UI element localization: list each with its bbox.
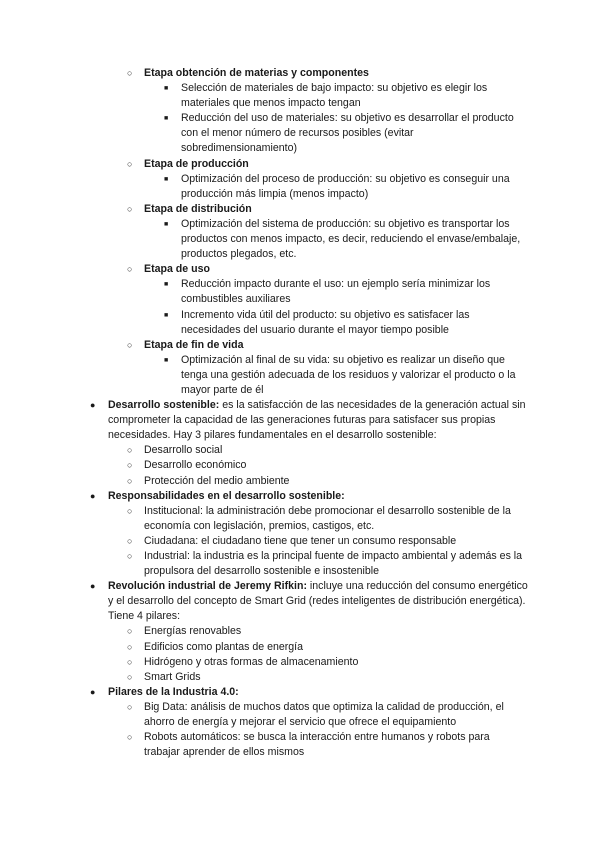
list-item-body: Smart Grids <box>144 670 201 683</box>
list-item-heading: Etapa obtención de materias y componentes <box>144 67 369 79</box>
list-item-text <box>144 534 528 549</box>
list-item-text <box>144 549 528 579</box>
list-item <box>0 66 600 81</box>
list-item-heading: Etapa de distribución <box>144 202 252 215</box>
list-item <box>0 458 600 473</box>
list-item <box>0 338 600 353</box>
bullet-icon: ■ <box>164 220 169 228</box>
list-item-body: Optimización del proceso de producción: su objetivo es conseguir una producción más limpia (menos impacto) <box>181 172 510 200</box>
list-item-heading: Etapa de uso <box>144 263 210 276</box>
list-item-text <box>181 308 527 338</box>
bullet-icon: ○ <box>127 626 133 637</box>
list-item <box>0 624 600 639</box>
document-page <box>0 66 600 760</box>
list-item <box>0 504 600 534</box>
list-item-heading: Desarrollo sostenible: <box>108 399 220 412</box>
list-item-body: es la satisfacción de las necesidades de la generación actual sin comprometer la capacidad de las generaciones futuras para satisfacer sus propias necesidades. Hay 3 pilares fundamentales en el desarrollo sostenible: <box>108 399 526 442</box>
list-item <box>0 172 600 202</box>
list-item <box>0 640 600 655</box>
list-item <box>0 700 600 730</box>
list-item-text <box>144 640 528 655</box>
bullet-icon: ○ <box>127 505 133 516</box>
list-item <box>0 443 600 458</box>
bullet-icon: ■ <box>164 281 169 289</box>
bullet-icon: ○ <box>127 445 133 456</box>
list-item-text <box>108 398 528 443</box>
bullet-icon: ● <box>90 400 96 411</box>
list-item <box>0 474 600 489</box>
list-item-body: Optimización al final de su vida: su objetivo es realizar un diseño que tenga una gestión adecuada de los residuos y valorizar el producto o la mayor parte de él <box>181 353 516 396</box>
list-item-body: Robots automáticos: se busca la interacción entre humanos y robots para trabajar aprender de ellos mismos <box>144 731 490 759</box>
list-item <box>0 534 600 549</box>
list-item <box>0 217 600 262</box>
list-item <box>0 157 600 172</box>
list-item-heading: Etapa de producción <box>144 157 249 170</box>
list-item-text <box>144 443 528 458</box>
list-item <box>0 111 600 156</box>
list-item-body: Energías renovables <box>144 625 242 638</box>
list-item-text <box>144 262 528 277</box>
list-item-body: Reducción del uso de materiales: su objetivo es desarrollar el producto con el menor número de recursos posibles (evitar sobredimensionamiento) <box>181 112 514 155</box>
bullet-icon: ■ <box>164 175 169 183</box>
list-item <box>0 353 600 398</box>
list-item-text <box>144 504 528 534</box>
list-item-text <box>144 474 528 489</box>
list-item <box>0 655 600 670</box>
list-item-body: Desarrollo económico <box>144 459 247 472</box>
list-item-heading: Pilares de la Industria 4.0: <box>108 685 239 698</box>
bullet-icon: ○ <box>127 551 133 561</box>
bullet-icon: ● <box>90 581 96 592</box>
list-item-body: Industrial: la industria es la principal fuente de impacto ambiental y además es la propulsora del desarrollo sostenible e insostenible <box>144 550 523 578</box>
list-item <box>0 81 600 111</box>
list-item <box>0 398 600 443</box>
bullet-icon: ○ <box>127 641 133 652</box>
list-item-body: Reducción impacto durante el uso: un ejemplo sería minimizar los combustibles auxiliares <box>181 278 491 306</box>
bullet-icon: ○ <box>127 68 133 78</box>
bullet-icon: ● <box>90 686 96 697</box>
list-item-body: Big Data: análisis de muchos datos que optimiza la calidad de producción, el ahorro de energía y mejorar el servicio que ofrece el equipamiento <box>144 700 504 729</box>
list-item-text <box>181 217 527 262</box>
list-item-heading: Revolución industrial de Jeremy Rifkin: <box>108 580 307 593</box>
list-item-text <box>181 81 527 111</box>
list-item-body: Incremento vida útil del producto: su objetivo es satisfacer las necesidades del usuario durante el mayor tiempo posible <box>181 308 470 336</box>
list-item-body: Protección del medio ambiente <box>144 474 290 487</box>
bullet-icon: ○ <box>127 732 133 743</box>
list-item-body: incluye una reducción del consumo energético y el desarrollo del concepto de Smart Grid (redes inteligentes de distribución energética). Tiene 4 pilares: <box>108 580 528 623</box>
list-item-text <box>144 700 528 730</box>
list-item-body: Edificios como plantas de energía <box>144 640 303 653</box>
list-item-text <box>108 489 528 504</box>
list-item <box>0 277 600 307</box>
list-item-heading: Etapa de fin de vida <box>144 338 244 351</box>
list-item-text <box>144 655 528 670</box>
list-item-body: Optimización del sistema de producción: su objetivo es transportar los productos con menos impacto, es decir, reduciendo el envase/embalaje, productos plegados, etc. <box>181 217 521 261</box>
list-item-text <box>144 157 528 172</box>
list-item-body: Desarrollo social <box>144 444 223 457</box>
list-item <box>0 308 600 338</box>
list-item-text <box>181 111 527 156</box>
list-item <box>0 549 600 579</box>
list-item <box>0 730 600 760</box>
bullet-icon: ○ <box>127 264 133 275</box>
list-item <box>0 489 600 504</box>
bullet-icon: ● <box>90 490 96 501</box>
list-item-text <box>144 624 528 639</box>
list-item-text <box>181 172 527 202</box>
list-item <box>0 262 600 277</box>
bullet-icon: ○ <box>127 475 133 486</box>
list-item <box>0 202 600 217</box>
bullet-icon: ○ <box>127 460 133 471</box>
bullet-icon: ■ <box>164 356 169 364</box>
bullet-icon: ○ <box>127 671 133 682</box>
list-item-body: Ciudadana: el ciudadano tiene que tener un consumo responsable <box>144 534 457 547</box>
list-item-text <box>108 685 528 700</box>
list-item-text <box>144 730 528 760</box>
bullet-icon: ■ <box>164 85 169 93</box>
list-item-body: Selección de materiales de bajo impacto: su objetivo es elegir los materiales que menos impacto tengan <box>181 82 488 110</box>
bullet-icon: ■ <box>164 115 169 123</box>
bullet-icon: ■ <box>164 311 169 319</box>
list-item-text <box>108 579 528 624</box>
list-item <box>0 670 600 685</box>
list-item-text <box>144 670 528 685</box>
list-item-text <box>144 202 528 217</box>
list-item-body: Hidrógeno y otras formas de almacenamiento <box>144 655 359 668</box>
bullet-icon: ○ <box>127 158 133 169</box>
list-item-text <box>181 353 527 398</box>
bullet-icon: ○ <box>127 339 133 350</box>
bullet-icon: ○ <box>127 535 133 546</box>
list-item-body: Institucional: la administración debe promocionar el desarrollo sostenible de la economía con legislación, premios, castigos, etc. <box>144 504 511 532</box>
list-item <box>0 579 600 624</box>
list-item <box>0 685 600 700</box>
list-item-text <box>144 338 528 353</box>
bullet-icon: ○ <box>127 203 133 214</box>
bullet-icon: ○ <box>127 656 133 667</box>
list-item-text <box>144 458 528 473</box>
bullet-icon: ○ <box>127 701 133 712</box>
list-item-text <box>144 66 528 81</box>
list-item-heading: Responsabilidades en el desarrollo sostenible: <box>108 489 345 502</box>
list-item-text <box>181 277 527 307</box>
